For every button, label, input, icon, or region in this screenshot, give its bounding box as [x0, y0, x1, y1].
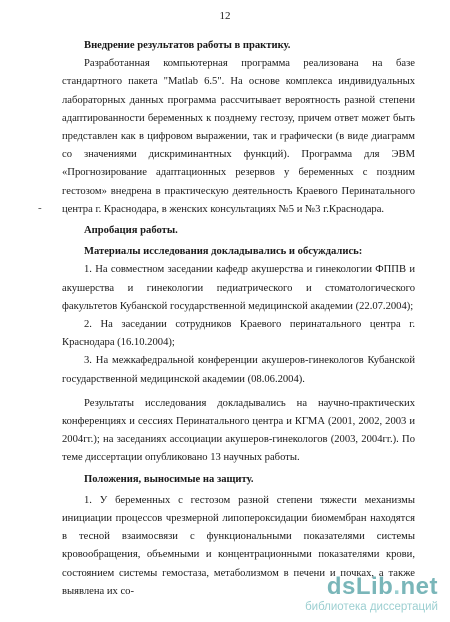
watermark-logo: dsLib.net: [326, 573, 438, 600]
watermark-subtitle: библиотека диссертаций: [305, 601, 438, 613]
watermark: [305, 574, 438, 614]
heading-implementation: Внедрение результатов работы в практику.: [84, 40, 291, 51]
list-item-3: 3. На межкафедральной конференции акушеров-гинекологов Кубанской государственной медицинской академии (08.06.2004).: [62, 355, 415, 385]
defense-item-1: 1. У беременных с гестозом разной степени тяжести механизмы инициации процессов чрезмерной липопероксидации биомембран находятся в тесной взаимосвязи с функциональными показателями системы кровообращения, объемными и концентрационными показателями крови, состоянием системы гемостаза, метаболизмом в печени и почках, а также выявлена их со-: [62, 494, 415, 597]
heading-materials: Материалы исследования докладывались и обсуждались:: [84, 246, 363, 258]
heading-approbation: Апробация работы.: [84, 225, 178, 237]
document-body: [62, 37, 415, 601]
paragraph-implementation: Разработанная компьютерная программа реализована на базе стандартного пакета "Matlab 6.5". На основе комплекса индивидуальных лабораторных данных программа рассчитывает вероятность разной степени адаптированности беременных к позднему гестозу, причем ответ может быть представлен как в цифровом выражении, так и графически (в виде диаграмм со значениями дискриминантных функций). Программа для ЭВМ «Прогнозирование адаптационных резервов у беременных с поздним гестозом» внедрена в практическую деятельность Краевого Перинатального центра г. Краснодара, в женских консультациях №5 и №3 г.Краснодара.: [62, 58, 415, 215]
page-number: 12: [219, 10, 231, 22]
margin-mark: -: [38, 202, 42, 214]
heading-defense-statements: Положения, выносимые на защиту.: [84, 473, 254, 485]
paragraph-results: Результаты исследования докладывались на научно-практических конференциях и сессиях Перинатального центра и КГМА (2001, 2002, 2003 и 2004гг.); на заседаниях ассоциации акушеров-гинекологов (2003, 2004гг.). По теме диссертации опубликовано 13 научных работы.: [62, 397, 415, 464]
list-item-2: 2. На заседании сотрудников Краевого перинатального центра г. Краснодара (16.10.2004);: [62, 319, 415, 349]
list-item-1: 1. На совместном заседании кафедр акушерства и гинекологии ФППВ и акушерства и гинекологии педиатрического и стоматологического факультетов Кубанской государственной медицинской академии (22.07.2004);: [62, 264, 415, 312]
